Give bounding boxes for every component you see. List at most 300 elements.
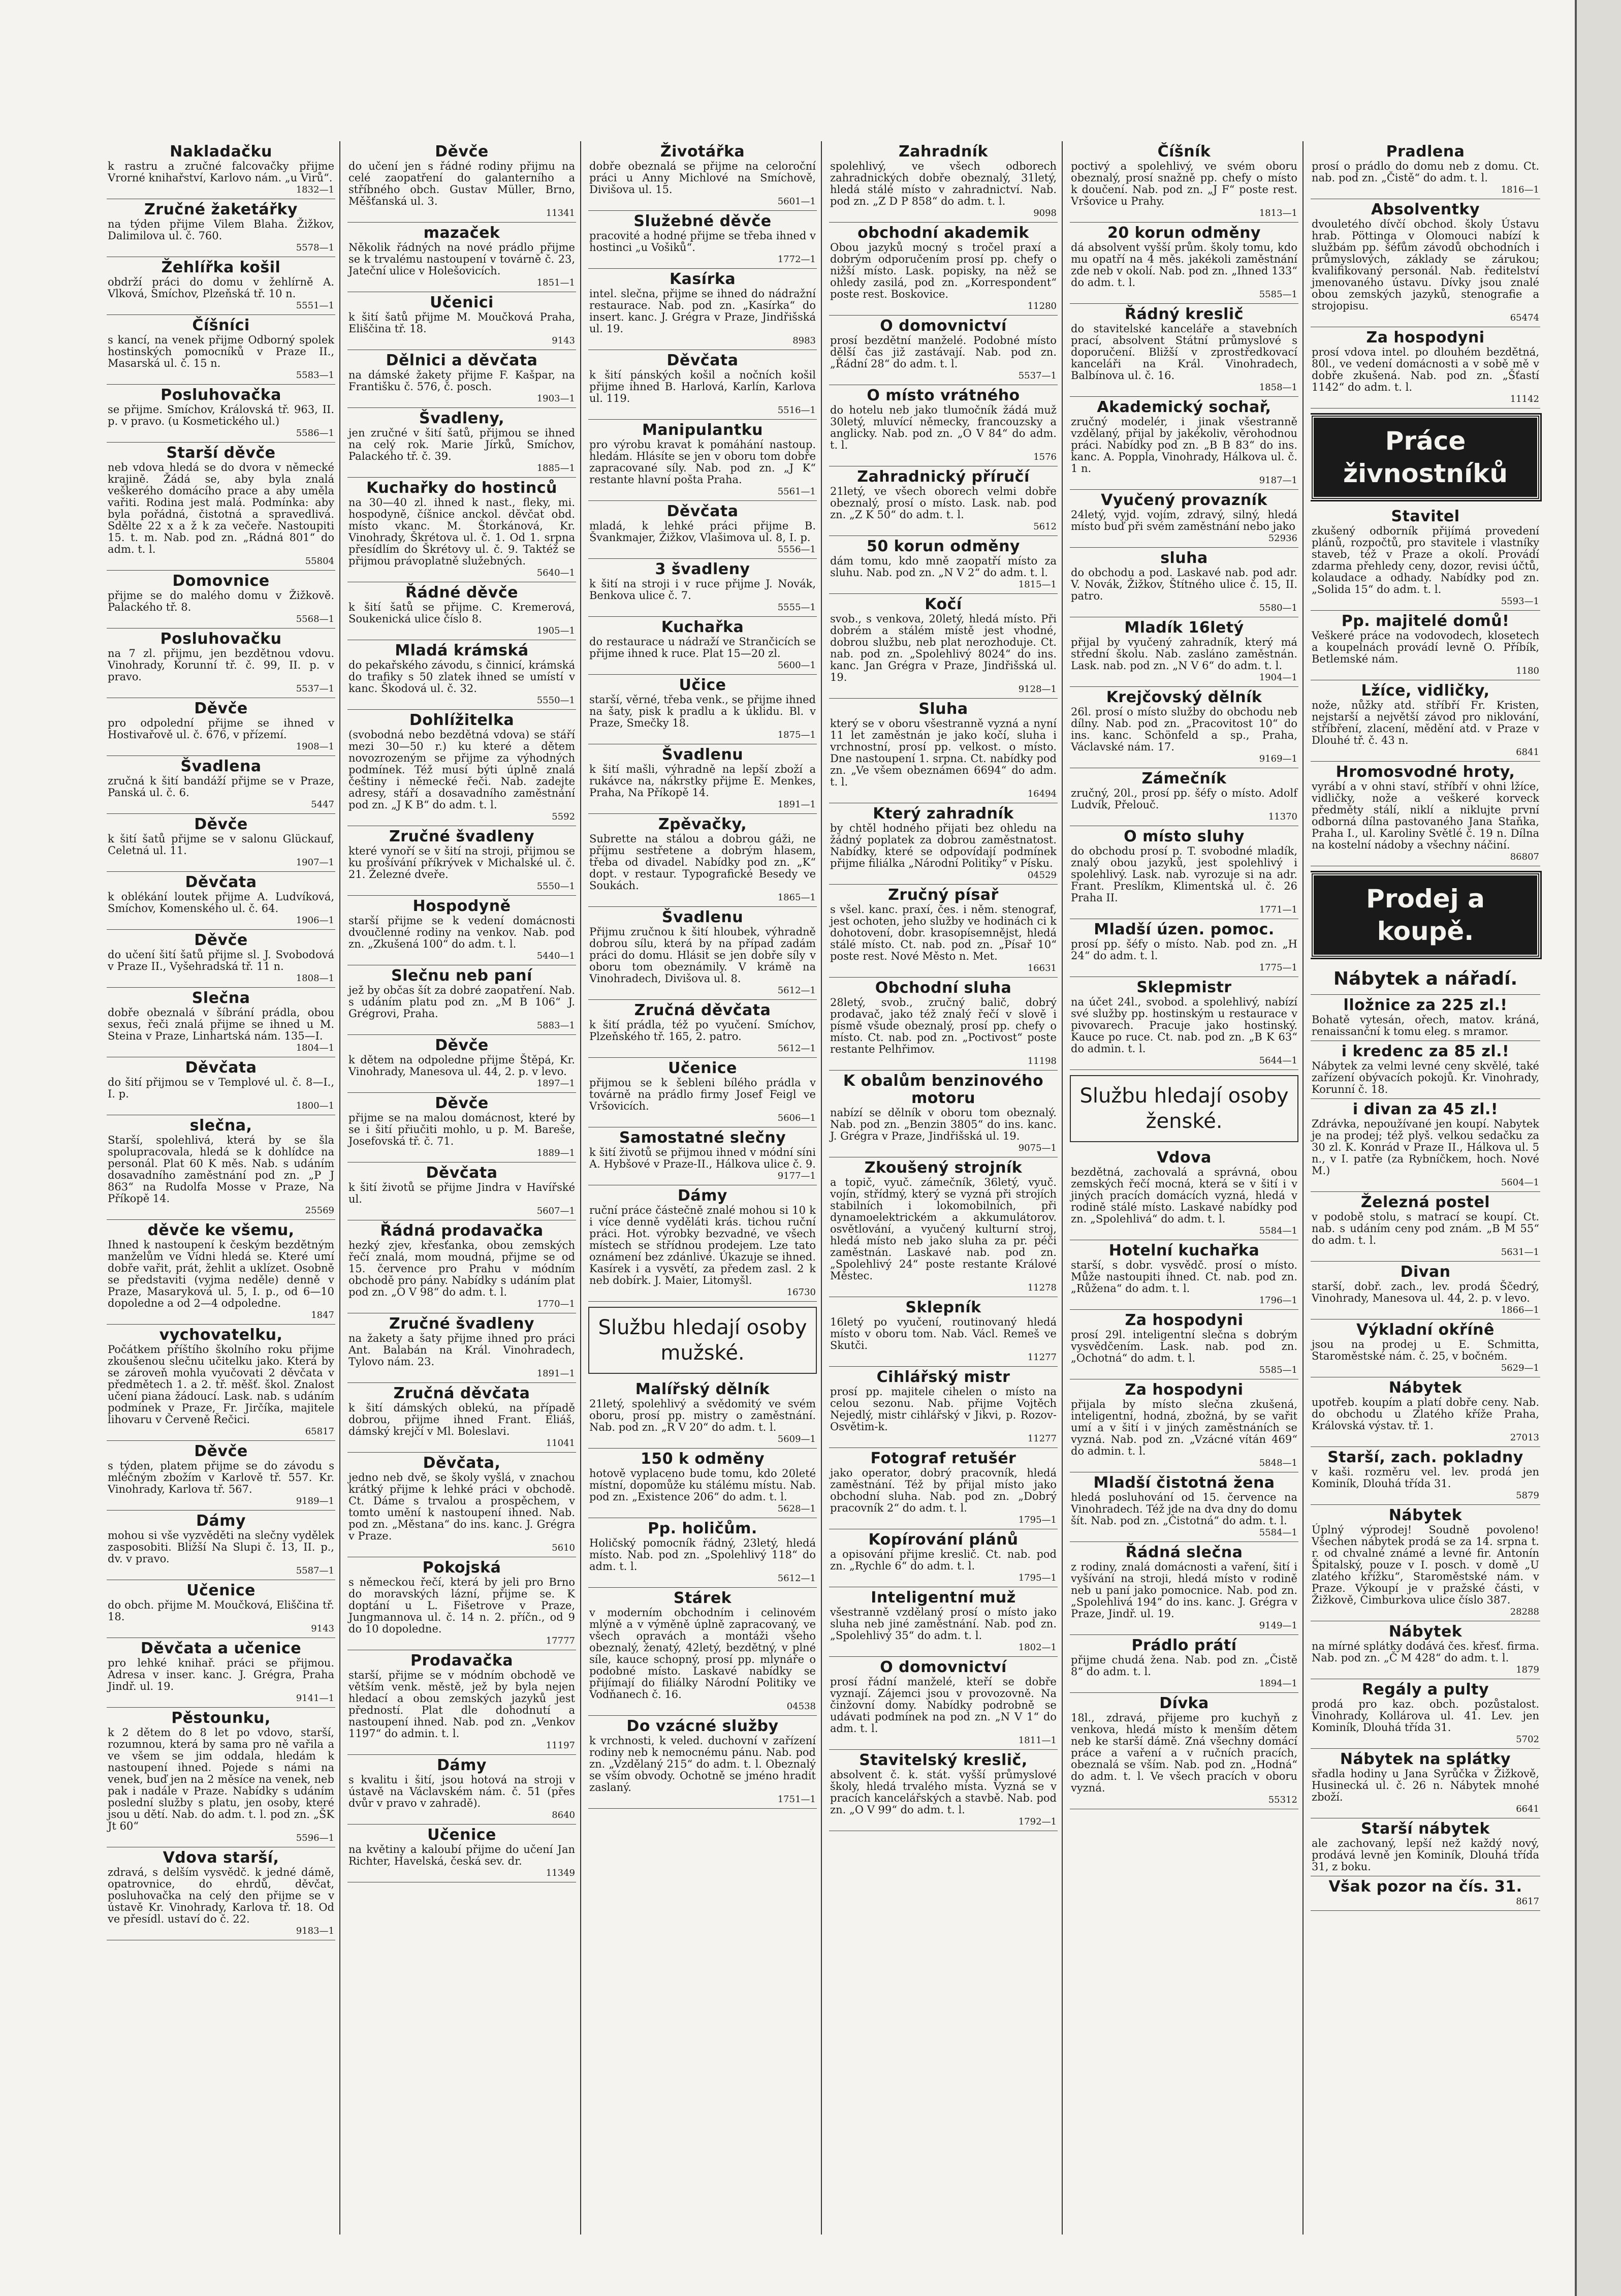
ad-heading: Děvčata xyxy=(666,502,739,520)
ad-heading: Pěstounku, xyxy=(171,1709,271,1727)
ad-text: k šití životů se přijmou ihned v módní síni A. Hybšové v Praze-II., Hálkova ulice č. 9. xyxy=(589,1146,816,1170)
classified-ad xyxy=(1070,977,1298,1070)
ad-heading: i kredenc za 85 zl.! xyxy=(1341,1043,1510,1060)
classified-ad xyxy=(588,1449,817,1518)
classified-ad xyxy=(829,385,1058,466)
classified-ad xyxy=(1070,1147,1298,1240)
ad-number: 5609—1 xyxy=(777,1434,816,1444)
ad-heading: Učenice xyxy=(668,1059,737,1077)
ad-number: 5612 xyxy=(1033,521,1057,532)
classified-ad xyxy=(1070,826,1298,919)
ad-text: starší, dobř. zach., lev. prodá Ščedrý, Vinohrady, Manesova ul. 44, 2. p. v levo. xyxy=(1312,1280,1539,1304)
ad-heading: Za hospodyni xyxy=(1125,1311,1244,1329)
ad-number: 1851—1 xyxy=(536,277,575,288)
ad-heading: Žehlířka košil xyxy=(161,259,281,276)
ad-text: s všel. kanc. praxí, čes. i něm. stenograf, jest ochoten, jeho služby ve hodinách ci k dohotovení, dobr. krasopísemnějst, hledá stálé místo. Ct. nab. pod zn. „Písař 10“ poste rest. Nové Město n. Met. xyxy=(830,903,1057,962)
ad-number: 5883—1 xyxy=(536,1020,575,1031)
classified-ad xyxy=(588,269,817,350)
ad-text: nože, nůžky atd. stříbří Fr. Kristen, nejstarší a největší závod pro niklování, stříbření, zlacení, mědění atd. v Praze v Dlouhé tř. č. 43 n. xyxy=(1312,699,1539,746)
classified-ad xyxy=(347,1162,576,1220)
ad-heading: Stárek xyxy=(673,1589,732,1607)
classified-ad xyxy=(347,408,576,478)
ad-number: 11341 xyxy=(546,208,575,218)
column-5 xyxy=(1070,141,1304,2235)
ad-number: 11280 xyxy=(1027,301,1057,311)
ad-text: dvouletého dívčí obchod. školy Ústavu hrab. Pöttinga v Olomouci nabízí k službám pp. šéfům závodů obchodních i průmyslových, základy se zárukou; kvalifikovaný personál. Nab. ředitelství jmenovaného ústavu. Dívky jsou znalé obou zemských jazyků, stenografie a strojopisu. xyxy=(1312,218,1539,312)
classified-ad xyxy=(1311,1192,1540,1262)
classified-ad xyxy=(1311,327,1540,408)
ad-heading: Nábytek xyxy=(1388,1379,1463,1397)
ad-heading: Regály a pulty xyxy=(1361,1681,1489,1699)
ad-number: 1906—1 xyxy=(296,915,334,926)
ad-heading: Učenice xyxy=(186,1582,256,1599)
classified-ad xyxy=(1311,1377,1540,1447)
ad-heading: Nábytek xyxy=(1388,1623,1463,1641)
classified-ad xyxy=(347,478,576,582)
ad-heading: Švadlena xyxy=(180,758,262,775)
ad-heading: Posluhovačku xyxy=(160,630,282,648)
classified-ad xyxy=(1070,1693,1298,1809)
ad-text: pracovité a hodné přijme se třeba ihned v hostinci „u Vošiků“. xyxy=(589,230,816,254)
ad-number: 5568—1 xyxy=(296,614,334,624)
ad-text: Přijmu zručnou k šití hloubek, výhradně dobrou sílu, která by na případ zadám práci do domu. Hlásit se jen dobře síly v oboru tom obeznámily. V krámě na Vinohradech, Divišova ul. 8. xyxy=(589,926,816,985)
ad-number: 65474 xyxy=(1510,312,1539,323)
ad-text: (svobodná nebo bezdětná vdova) se stáří mezi 30—50 r.) ku které a dětem novozrozeným se přijme za výhodných podmínek. Též musí býti úplně znalá češtiny i německé řeči. Nab. zadejte adresy, stáří a dosavadního zaměstnání pod zn. „J K B“ do adm. t. l. xyxy=(348,729,575,811)
classified-ad xyxy=(1311,762,1540,866)
ad-number: 5612—1 xyxy=(777,1043,816,1054)
classified-ad xyxy=(107,698,335,756)
ad-number: 5644—1 xyxy=(1259,1055,1297,1066)
ad-text: se přijme. Smíchov, Královská tř. 963, II. p. v pravo. (u Kosmetického ul.) xyxy=(108,403,334,427)
classified-ad xyxy=(588,559,817,617)
classified-ad xyxy=(829,536,1058,594)
ad-text: k šití mašli, výhradně na lepší zboží a rukávce na, nákrstky přijme E. Menkes, Praha, Na Příkopě 14. xyxy=(589,763,816,799)
ad-number: 5555—1 xyxy=(777,602,816,613)
ad-heading: Samostatné slečny xyxy=(619,1129,786,1147)
classified-ad xyxy=(1311,199,1540,327)
ad-heading: Sklepmistr xyxy=(1136,979,1232,996)
ad-number: 04529 xyxy=(1027,870,1057,880)
ad-text: Bohatě vytesán, ořech, matov. kráná, renaissanční k tomu eleg. s mramor. xyxy=(1312,1014,1539,1037)
ad-heading: Obchodní sluha xyxy=(875,979,1012,997)
ad-number: 1795—1 xyxy=(1018,1515,1057,1525)
classified-ad xyxy=(588,1379,817,1449)
classified-ad xyxy=(588,1000,817,1058)
ad-heading: O místo sluhy xyxy=(1124,828,1245,845)
column-1 xyxy=(107,141,340,2235)
ad-text: v moderním obchodním i celinovém mlýně a v výměně úplně zapracovaný, ve všech opravách a montáži všeho obeznalý, ženatý, 42letý, bezdětný, v plné síle, kauce schopný, prosí pp. mlynáře o podobné místo. Laskavé nabídky se přijímají do filiálky Národní Politiky ve Vodňanech č. 16. xyxy=(589,1607,816,1701)
classified-ad xyxy=(829,141,1058,223)
classified-ad xyxy=(107,1057,335,1115)
ad-heading: Učenici xyxy=(430,294,494,311)
ad-number: 1795—1 xyxy=(1018,1572,1057,1583)
classified-ad xyxy=(107,199,335,257)
classified-ad xyxy=(588,675,817,744)
ad-number: 5585—1 xyxy=(1259,1365,1297,1375)
ad-number: 5629—1 xyxy=(1501,1363,1539,1373)
ad-number: 5610 xyxy=(552,1543,575,1553)
ad-heading: Mladší čistotná žena xyxy=(1093,1474,1275,1492)
ad-number: 16494 xyxy=(1027,789,1057,799)
classified-ad xyxy=(1070,1472,1298,1542)
page-right-margin xyxy=(1575,0,1621,2296)
classified-ad xyxy=(1070,141,1298,223)
ad-text: k šití dámských oblekú, na případě dobrou, přijme ihned Frant. Eliáš, dámský krejčí v Ml. Boleslavi. xyxy=(348,1402,575,1437)
ad-number: 8640 xyxy=(552,1810,575,1820)
ad-heading: Děvčata, xyxy=(423,1454,501,1472)
classified-ad xyxy=(347,1650,576,1755)
ad-heading: vychovatelku, xyxy=(159,1326,283,1344)
ad-heading: Stavitel xyxy=(1391,508,1460,525)
ad-text: poctivý a spolehlivý, ve svém oboru obeznalý, prosí snažně pp. chefy o místo k doučení. Nab. pod zn. „J F“ poste rest. Vršovice u Prahy. xyxy=(1071,160,1297,207)
ad-text: přijme se na malou domácnost, které by se i šití přiučiti mohlo, u p. M. Bareše, Josefovská tř. č. 71. xyxy=(348,1112,575,1147)
classified-ad xyxy=(1311,1621,1540,1679)
ad-text: jedno neb dvě, se školy vyšlá, v znachou krátký přijme k lehké práci v obchodě. Ct. Dáme s trvalou a prospěchem, v tomto umění k nastoupení ihned. Nab. pod zn. „Městana“ do ins. kanc. J. Grégra v Praze. xyxy=(348,1471,575,1542)
ad-text: 18l., zdravá, přijeme pro kuchyň z venkova, hledá místo k menším dětem neb ke starší dámě. Zná všechny domácí práce a vaření a v ručních pracích, obeznalá se vším. Nab. pod zn. „Hodná“ do adm. t. l. Ve všech pracích v oboru vyzná. xyxy=(1071,1712,1297,1794)
ad-text: zručná k šití bandáží přijme se v Praze, Panská ul. č. 6. xyxy=(108,775,334,799)
ad-text: Úplný výprodej! Soudně povoleno! Všechen nábytek prodá se za 14. srpna t. r. od chvalné známé a levné fir. Antonín Špitalský, pouze v I. posch. v domě „U zlatého křížku“, Staroměstské nám. v Praze. Výkoupí je v pražské části, v Žižkově, Cimburkova ulice číslo 387. xyxy=(1312,1524,1539,1606)
classified-ad xyxy=(347,1220,576,1313)
ad-number: 1891—1 xyxy=(536,1368,575,1379)
ad-heading: Sklepník xyxy=(905,1299,981,1316)
ad-heading: Děvčata xyxy=(666,352,739,369)
ad-number: 5702 xyxy=(1516,1734,1539,1745)
classified-ad xyxy=(107,1115,335,1220)
ad-text: s týden, platem přijme se do závodu s mléčným zbožím v Karlově tř. 557. Kr. Vinohrady, Karlova tř. 567. xyxy=(108,1460,334,1495)
ad-number: 11142 xyxy=(1510,394,1539,404)
ad-number: 5606—1 xyxy=(777,1113,816,1123)
ad-text: k 2 dětem do 8 let po vdovo, starší, rozumnou, která by sama pro ně vařila a ve všem se jim oddala, hledám k nastoupení ihned. Pojede s námi na venek, buď jen na 2 měsíce na venek, neb pak i nadále v Praze. Nabídky s udáním poslední služby s platu, jen osoby, které jsou u dětí. Nab. do adm. t. l. pod zn. „ŠK Jt 60“ xyxy=(108,1726,334,1832)
classified-ad xyxy=(347,141,576,223)
ad-number: 5516—1 xyxy=(777,405,816,416)
ad-text: s kvalitu i šití, jsou hotová na stroji v ústavě na Václavském nám. č. 51 (přes dvůr v pravo v zahradě). xyxy=(348,1774,575,1809)
ad-text: hledá posluhování od 15. července na Vinohradech. Též jde na dva dny do domu šít. Nab. pod zn. „Čistotná“ do adm. t. l. xyxy=(1071,1491,1297,1527)
ad-heading: Děvče xyxy=(194,931,248,949)
ad-heading: Posluhovačka xyxy=(161,386,281,404)
section-heading-job-seekers: Službu hledají osoby mužské. xyxy=(588,1307,817,1374)
ad-text: k šití životů se přijme Jindra v Havířské ul. xyxy=(348,1181,575,1205)
ad-number: 11198 xyxy=(1027,1056,1057,1066)
ad-heading: Zahradník xyxy=(899,143,988,161)
ad-number: 5537—1 xyxy=(1018,370,1057,381)
ad-number: 5584—1 xyxy=(1259,1225,1297,1236)
ad-heading: Krejčovský dělník xyxy=(1106,688,1262,706)
ad-heading: Kopírování plánů xyxy=(868,1531,1019,1549)
ad-heading: Kuchařka xyxy=(661,618,744,636)
ad-heading: Děvčata xyxy=(185,873,257,891)
ad-heading: Zámečník xyxy=(1141,770,1227,788)
ad-number: 1800—1 xyxy=(296,1100,334,1111)
ad-heading: Děvčata xyxy=(426,1164,498,1182)
ad-heading: Divan xyxy=(1400,1263,1451,1281)
ad-number: 1816—1 xyxy=(1501,184,1539,195)
classified-ad xyxy=(347,1313,576,1383)
ad-heading: Děvče xyxy=(435,143,489,161)
classified-ad xyxy=(347,640,576,710)
classified-ad xyxy=(829,1657,1058,1750)
classified-ad xyxy=(107,756,335,814)
ad-heading: Dívka xyxy=(1159,1694,1209,1712)
ad-number: 5550—1 xyxy=(536,695,575,706)
ad-heading: Za hospodyni xyxy=(1125,1381,1244,1399)
ad-number: 5586—1 xyxy=(296,428,334,438)
ad-heading: Hospodyně xyxy=(412,897,511,915)
ad-number: 1903—1 xyxy=(536,393,575,404)
ad-number: 5601—1 xyxy=(777,196,816,207)
ad-text: k vrchnosti, k veled. duchovní v zařízení rodiny neb k nemocnému pánu. Nab. pod zn. „Vzdělaný 215“ do adm. t. l. Obeznalý se vším obvody. Ochotně se jméno hradit zaslaný. xyxy=(589,1735,816,1794)
ad-text: jež by občas šít za dobré zaopatření. Nab. s udáním platu pod zn. „M B 106“ J. Grégrovi, Praha. xyxy=(348,984,575,1020)
ad-heading: Švadleny, xyxy=(419,410,504,427)
ad-number: 1866—1 xyxy=(1501,1305,1539,1315)
ad-number: 6841 xyxy=(1516,747,1539,758)
ad-number: 1847 xyxy=(311,1310,334,1320)
classified-ad xyxy=(829,1529,1058,1587)
ad-number: 65817 xyxy=(305,1426,334,1437)
classified-ad xyxy=(107,443,335,571)
ad-heading: Kočí xyxy=(925,595,962,613)
ad-text: starší přijme se k vedení domácnosti dvoučlenné rodiny na venkov. Nab. pod zn. „Zkušená 100“ do adm. t. l. xyxy=(348,915,575,950)
ad-number: 16730 xyxy=(786,1287,816,1298)
classified-ad xyxy=(1311,1876,1540,1911)
ad-number: 1879 xyxy=(1516,1664,1539,1675)
ad-number: 11277 xyxy=(1027,1352,1057,1363)
ad-text: do obch. přijme M. Moučková, Eliščina tř. 18. xyxy=(108,1599,334,1623)
classified-ad xyxy=(347,896,576,965)
ad-heading: Však pozor na čís. 31. xyxy=(1328,1878,1522,1896)
classified-ad xyxy=(1070,687,1298,768)
ad-heading: 50 korun odměny xyxy=(866,538,1020,555)
classified-ad xyxy=(347,350,576,408)
ad-number: 16631 xyxy=(1027,963,1057,973)
ad-heading: Děvče xyxy=(435,1094,489,1112)
classified-ad xyxy=(829,466,1058,536)
ad-text: prosí bezdětní manželé. Podobné místo dělší čas již zastávají. Nab. pod zn. „Řádní 28“ do adm. t. l. xyxy=(830,334,1057,370)
ad-number: 1802—1 xyxy=(1018,1642,1057,1653)
ad-text: na dámské žakety přijme F. Kašpar, na Františku č. 576, č. posch. xyxy=(348,369,575,393)
ad-heading: Děvčata xyxy=(185,1059,257,1077)
ad-text: do hotelu neb jako tlumočník žádá muž 30letý, mluvící německy, francouzsky a anglicky. Nab. pod zn. „O V 84“ do adm. t. l. xyxy=(830,404,1057,451)
ad-heading: O domovnictví xyxy=(880,1658,1007,1676)
ad-number: 1905—1 xyxy=(536,625,575,636)
ad-number: 11370 xyxy=(1268,811,1297,822)
ad-number: 6641 xyxy=(1516,1804,1539,1814)
ad-text: k dětem na odpoledne přijme Štěpá, Kr. Vinohrady, Manesova ul. 44, 2. p. v levo. xyxy=(348,1054,575,1078)
ad-text: a topič, vyuč. zámečník, 36letý, vyuč. vojín, střídmý, který se vyzná při strojích stabilních i lokomobilních, při dynamoelektrickém a akkumulátorov. osvětlování, a vyučený kulturní stroj, hledá místo neb jako sluha za pr. péči zaměstnán. Laskavé nab. pod zn. „Spolehlivý 24“ poste restante Králové Městec. xyxy=(830,1176,1057,1282)
ad-heading: Zahradnický příručí xyxy=(857,468,1030,486)
ad-number: 5447 xyxy=(311,799,334,810)
ad-text: do obchodu prosí p. T. svobodné mladík, znalý obou jazyků, jest spolehlivý i spolehlivý. Lask. nab. vyrozuje si na adr. Frant. Preslíkm, Klimentská ul. č. 26 Praha II. xyxy=(1071,845,1297,904)
classified-ad xyxy=(107,1580,335,1638)
classified-ad xyxy=(829,1587,1058,1657)
ad-text: 28letý, svob., zručný balič, dobrý prodavač, jako též znalý řečí v slově i písmě všude obeznalý, prosí pp. chefy o místo. Ct. nab. pod zn. „Poctivost“ poste restante Pelhřimov. xyxy=(830,996,1057,1055)
ad-number: 9183—1 xyxy=(296,1926,334,1936)
ad-text: do učení šití šatů přijme sl. J. Svobodová v Praze II., Vyšehradská tř. 11 n. xyxy=(108,949,334,972)
ad-text: k šití šatů se přijme. C. Kremerová, Soukenická ulice číslo 8. xyxy=(348,601,575,625)
ad-text: zručný modelér, i jinak všestranně vzdělaný, přijal by jakékoliv, věrohodnou práci. Nabídky pod zn. „B B 83“ do ins. kanc. A. Poppla, Vinohrady, Hálkova ul. č. 1 n. xyxy=(1071,416,1297,475)
classified-ad xyxy=(1311,1262,1540,1319)
ad-number: 5592 xyxy=(552,811,575,822)
ad-heading: Prodavačka xyxy=(410,1652,513,1670)
classified-ad xyxy=(347,1825,576,1882)
ad-heading: Inteligentní muž xyxy=(871,1589,1016,1607)
ad-heading: Starší, zach. pokladny xyxy=(1327,1449,1523,1466)
ad-number: 5561—1 xyxy=(777,486,816,497)
ad-text: hezký zjev, křesťanka, obou zemských řečí znalá, mom moudná, přijme se od 15. července pro Prahu v módním obchodě pro pány. Nabídky s udáním plat pod zn. „O V 98“ do adm. t. l. xyxy=(348,1239,575,1298)
ad-number: 8983 xyxy=(792,335,816,346)
classified-ad xyxy=(347,1093,576,1162)
ad-text: a opisování přijme kreslič. Ct. nab. pod zn. „Rychle 6“ do adm. t. l. xyxy=(830,1548,1057,1572)
ad-text: k oblékání loutek přijme A. Ludvíková, Smíchov, Komenského ul. č. 64. xyxy=(108,891,334,915)
classified-ad xyxy=(347,1755,576,1825)
ad-heading: Malířský dělník xyxy=(635,1380,770,1398)
ad-heading: Řádné děvče xyxy=(405,584,518,602)
ad-heading: Slečna xyxy=(192,989,250,1007)
ad-text: Subrette na stálou a dobrou gáži, ne příjmu sestřetene a dobrým hlasem, třeba od divadel. Nabídky pod zn. „K“ dopt. v restaur. Typografické Besedy ve Soukách. xyxy=(589,833,816,892)
ad-text: přijal by vyučený zahradník, který má střední školu. Nab. zasláno zaměstnán. Lask. nab. pod zn. „N V 6“ do adm. t. l. xyxy=(1071,636,1297,672)
classified-ad xyxy=(1311,1447,1540,1505)
ad-text: k šití na stroji i v ruce přijme J. Novák, Benkova ulice č. 7. xyxy=(589,578,816,602)
ad-heading: Pp. majitelé domů! xyxy=(1341,612,1510,630)
ad-number: 5550—1 xyxy=(536,881,575,892)
ad-heading: Vdova xyxy=(1157,1149,1212,1167)
classified-ad xyxy=(588,141,817,211)
ad-number: 1804—1 xyxy=(296,1043,334,1053)
section-banner-trades: Práce živnostníků xyxy=(1311,415,1540,500)
ad-number: 1808—1 xyxy=(296,973,334,984)
ad-number: 11277 xyxy=(1027,1433,1057,1444)
ad-heading: Švadlenu xyxy=(661,746,744,764)
ad-text: zdravá, s delším vysvědč. k jedné dámě, opatrovnice, do ehrdů, děvčat, posluhovačka na celý den přijme se v ústavě Kr. Vinohrady, Karlova tř. 18. Od ve přesídl. ustaví do č. 22. xyxy=(108,1866,334,1925)
ad-number: 1891—1 xyxy=(777,799,816,810)
ad-number: 9189—1 xyxy=(296,1496,334,1506)
column-6 xyxy=(1311,141,1544,2235)
ad-heading: Nábytek na splátky xyxy=(1340,1750,1511,1768)
ad-text: do šití přijmou se v Templové ul. č. 8—I., I. p. xyxy=(108,1076,334,1100)
ad-heading: Zručné švadleny xyxy=(389,1315,534,1333)
classified-ad xyxy=(1070,617,1298,687)
ad-text: v kaši. rozměru vel. lev. prodá jen Kominík, Dlouhá třída 31. xyxy=(1312,1466,1539,1490)
ad-heading: Děvče xyxy=(194,815,248,833)
classified-ad xyxy=(1070,1310,1298,1379)
ad-text: Obou jazyků mocný s tročel praxí a dobrým odporučením prosí pp. chefy o nižší místo. Lask. popisky, na něž se ohledy zasilá, pod zn. „Korrespondent“ poste rest. Boskovice. xyxy=(830,241,1057,300)
ad-number: 5631—1 xyxy=(1501,1247,1539,1257)
ad-number: 5537—1 xyxy=(296,683,334,694)
classified-ad xyxy=(1311,1041,1540,1099)
column-2 xyxy=(347,141,581,2235)
ad-heading: Do vzácné služby xyxy=(626,1717,779,1735)
ad-text: nabízí se dělník v oboru tom obeznalý. Nab. pod zn. „Benzin 3805“ do ins. kanc. J. Grégra v Praze, Jindřišská ul. 19. xyxy=(830,1107,1057,1142)
classified-ad xyxy=(1070,490,1298,548)
ad-number: 5879 xyxy=(1516,1490,1539,1501)
ad-heading: Mladší úzen. pomoc. xyxy=(1094,921,1275,938)
ad-number: 1832—1 xyxy=(296,184,334,195)
classified-ad xyxy=(588,907,817,1000)
section-heading-job-seekers: Službu hledají osoby ženské. xyxy=(1070,1075,1298,1142)
ad-text: k šití šatů přijme se v salonu Glückauf, Celetná ul. 11. xyxy=(108,833,334,857)
ad-number: 9187—1 xyxy=(1259,475,1297,486)
ad-heading: Mladá krámská xyxy=(395,642,529,659)
ad-number: 11041 xyxy=(546,1438,575,1449)
classified-ad xyxy=(1311,680,1540,762)
ad-text: bezdětná, zachovalá a správná, obou zemských řečí mocná, která se v šití i v jiných pracích domácích vyzná, hledá v rodině stálé místo. Laskavé nabídky pod zn. „Spolehlivá“ do adm. t. l. xyxy=(1071,1166,1297,1225)
ad-heading: Dámy xyxy=(437,1756,487,1774)
ad-text: prosí pp. šéfy o místo. Nab. pod zn. „H 24“ do adm. t. l. xyxy=(1071,938,1297,962)
ad-heading: Pradlena xyxy=(1386,143,1465,161)
ad-heading: děvče ke všemu, xyxy=(147,1221,295,1239)
ad-number: 1815—1 xyxy=(1018,579,1057,590)
ad-number: 5640—1 xyxy=(536,568,575,578)
ad-text: 21letý, ve všech oborech velmi dobře obeznalý, prosí o místo. Lask. nab. pod zn. „Z K 50“ do adm. t. l. xyxy=(830,485,1057,521)
classified-ad xyxy=(588,814,817,907)
ad-number: 25569 xyxy=(305,1205,334,1216)
ad-text: by chtěl hodného přijati bez ohledu na žádný poplatek za dobrou zaměstnatost. Nabídky, které se odpovídají podmínek přijme filiálka „Národní Politiky“ v Písku. xyxy=(830,822,1057,869)
classified-ad xyxy=(1070,1379,1298,1472)
classified-ad xyxy=(107,1511,335,1580)
ad-text: pro lehké knihař. práci se přijmou. Adresa v inser. kanc. J. Grégra, Praha Jindř. ul. 19. xyxy=(108,1657,334,1692)
classified-ad xyxy=(107,385,335,443)
ad-number: 5628—1 xyxy=(777,1503,816,1514)
ad-number: 5583—1 xyxy=(296,370,334,381)
ad-heading: Děvče xyxy=(435,1036,489,1054)
ad-number: 1885—1 xyxy=(536,463,575,474)
ad-number: 55804 xyxy=(305,556,334,567)
ad-number: 9141—1 xyxy=(296,1693,334,1704)
ad-number: 5440—1 xyxy=(536,951,575,961)
classified-ad xyxy=(107,814,335,872)
ad-number: 5612—1 xyxy=(777,985,816,996)
ad-number: 27013 xyxy=(1510,1432,1539,1443)
ad-heading: Učenice xyxy=(427,1826,496,1844)
ad-number: 5607—1 xyxy=(536,1206,575,1216)
ad-number: 1858—1 xyxy=(1259,382,1297,393)
classified-ad xyxy=(347,1557,576,1650)
classified-ad xyxy=(347,223,576,292)
classified-ad xyxy=(588,1185,817,1302)
ad-heading: Starší nábytek xyxy=(1361,1820,1490,1838)
classified-ad xyxy=(1070,1542,1298,1635)
ad-heading: Pp. holičům. xyxy=(648,1520,757,1537)
ad-number: 5578—1 xyxy=(296,242,334,253)
ad-heading: mazaček xyxy=(423,224,500,242)
ad-heading: Děvče xyxy=(194,700,248,717)
ad-heading: sluha xyxy=(1160,549,1208,567)
ad-heading: 150 k odměny xyxy=(640,1450,765,1468)
classified-ad xyxy=(1070,548,1298,617)
ad-heading: Akademický sochař, xyxy=(1097,398,1272,416)
classified-ad xyxy=(1311,141,1540,199)
ad-number: 17777 xyxy=(546,1635,575,1646)
ad-text: všestranně vzdělaný prosí o místo jako sluha neb jiné zaměstnání. Nab. pod zn. „Spolehlivý 35“ do adm. t. l. xyxy=(830,1606,1057,1642)
classified-ad xyxy=(1311,1679,1540,1749)
ad-text: Ihned k nastoupení k českým bezdětným manželům ve Vídni hledá se. Které umí dobře vařit, prát, žehlit a uklízet. Osobně se představiti (vyjma neděle) denně v Praze, Masaryková ul. 5, I. p., od 6—10 dopoledne a od 2—4 odpoledne. xyxy=(108,1239,334,1309)
ad-heading: Stavitelský kreslič, xyxy=(859,1751,1028,1769)
ad-number: 52936 xyxy=(1268,533,1297,544)
ad-number: 9128—1 xyxy=(1018,684,1057,695)
ad-heading: Manipulantku xyxy=(642,421,764,439)
ad-heading: Zpěvačky, xyxy=(658,815,747,833)
ad-number: 1792—1 xyxy=(1018,1816,1057,1827)
ad-text: dá absolvent vyšší prům. školy tomu, kdo mu opatří na 4 měs. jakékoli zaměstnání zde neb v okolí. Nab. pod zn. „Ihned 133“ do adm. t. l. xyxy=(1071,241,1297,289)
ad-text: prosí 29l. inteligentní slečna s dobrým vysvědčením. Lask. nab. pod zn. „Ochotná“ do adm. t. l. xyxy=(1071,1329,1297,1364)
ad-heading: Zručné žaketářky xyxy=(144,201,298,218)
ad-text: ale zachovaný, lepší než každý nový, prodává levně jen Kominík, Dlouhá třída 31, z boku. xyxy=(1312,1837,1539,1873)
ad-text: starší, s dobr. vysvědč. prosí o místo. Může nastoupiti ihned. Ct. nab. pod zn. „Růžena“ do adm. t. l. xyxy=(1071,1259,1297,1295)
ad-heading: Slečnu neb paní xyxy=(391,967,532,985)
ad-number: 9143 xyxy=(311,1623,334,1634)
classified-ad xyxy=(588,617,817,675)
ad-number: 5580—1 xyxy=(1259,603,1297,613)
ad-heading: Mladík 16letý xyxy=(1124,619,1244,637)
